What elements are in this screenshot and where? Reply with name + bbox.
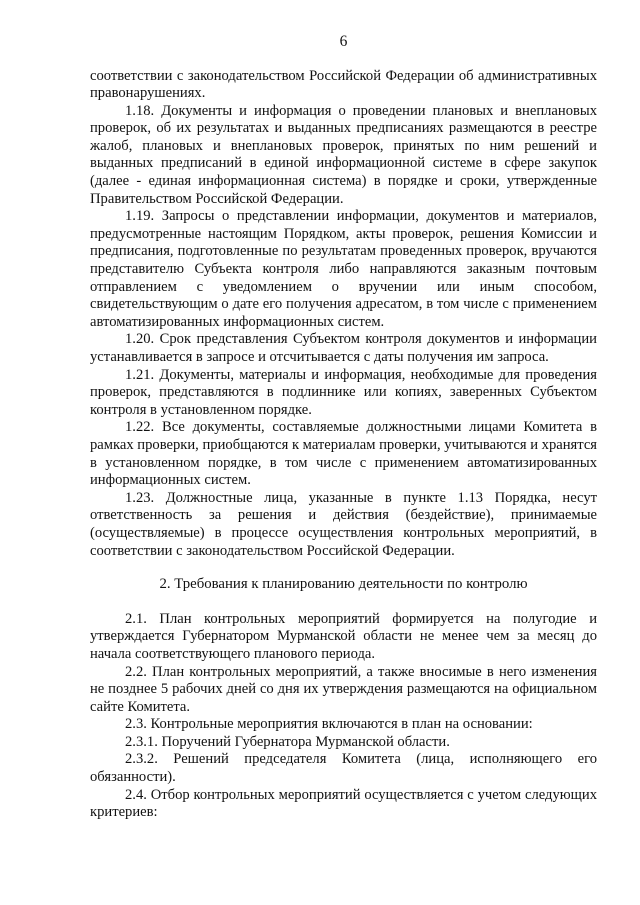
paragraph-2-3: 2.3. Контрольные мероприятия включаются в план на основании: xyxy=(125,716,533,733)
paragraph-1-18: 1.18. Документы и информация о проведении плановых и внеплановых проверок, об их результатах и выданных предписаниях размещаются в реестре жалоб, плановых и внеплановых проверок, принятых по ним решений и выданных предписаний в единой информационной системе в сфере закупок (далее - единая информационная система) в порядке и сроки, утвержденные Правительством Российской Федерации. xyxy=(90,102,597,207)
paragraph-1-20: 1.20. Срок представления Субъектом контроля документов и информации устанавливается в запросе и отсчитывается с даты получения им запроса. xyxy=(90,331,597,365)
paragraph-2-2: 2.2. План контрольных мероприятий, а также вносимые в него изменения не позднее 5 рабочих дней со дня их утверждения размещаются на официальном сайте Комитета. xyxy=(90,663,597,715)
paragraph-1-21: 1.21. Документы, материалы и информация, необходимые для проведения проверок, представляются в подлиннике или копиях, заверенных Субъектом контроля в установленном порядке. xyxy=(90,366,597,418)
paragraph-2-1: 2.1. План контрольных мероприятий формируется на полугодие и утверждается Губернатором Мурманской области не менее чем за месяц до начала соответствующего планового периода. xyxy=(90,610,597,662)
document-page xyxy=(90,0,597,905)
document-body xyxy=(90,68,597,822)
paragraph-1-22: 1.22. Все документы, составляемые должностными лицами Комитета в рамках проверки, приобщаются к материалам проверки, учитываются и хранятся в установленном порядке, в том числе с применением автоматизированных информационных систем. xyxy=(90,419,598,489)
paragraph-2-3-2: 2.3.2. Решений председателя Комитета (лица, исполняющего его обязанности). xyxy=(90,751,597,786)
section-heading: 2. Требования к планированию деятельности по контролю xyxy=(159,576,528,593)
paragraph-continuation: соответствии с законодательством Российской Федерации об административных правонарушениях. xyxy=(90,67,597,102)
paragraph-1-19: 1.19. Запросы о представлении информации, документов и материалов, предусмотренные настоящим Порядком, акты проверок, решения Комиссии и предписания, подготовленные по результатам проведенных проверок, вручаются представителю Субъекта контроля либо направляются заказным почтовым отправлением с уведомлением о вручении или иным способом, свидетельствующим о дате его получения адресатом, в том числе с применением автоматизированных информационных систем. xyxy=(90,208,597,330)
paragraph-2-3-1: 2.3.1. Поручений Губернатора Мурманской области. xyxy=(125,733,450,750)
paragraph-1-23: 1.23. Должностные лица, указанные в пункте 1.13 Порядка, несут ответственность за решения и действия (бездействие), принимаемые (осуществляемые) в процессе осуществления контрольных мероприятий, в соответствии с законодательством Российской Федерации. xyxy=(90,489,597,559)
page-number: 6 xyxy=(339,33,348,50)
paragraph-2-4: 2.4. Отбор контрольных мероприятий осуществляется с учетом следующих критериев: xyxy=(90,786,597,821)
